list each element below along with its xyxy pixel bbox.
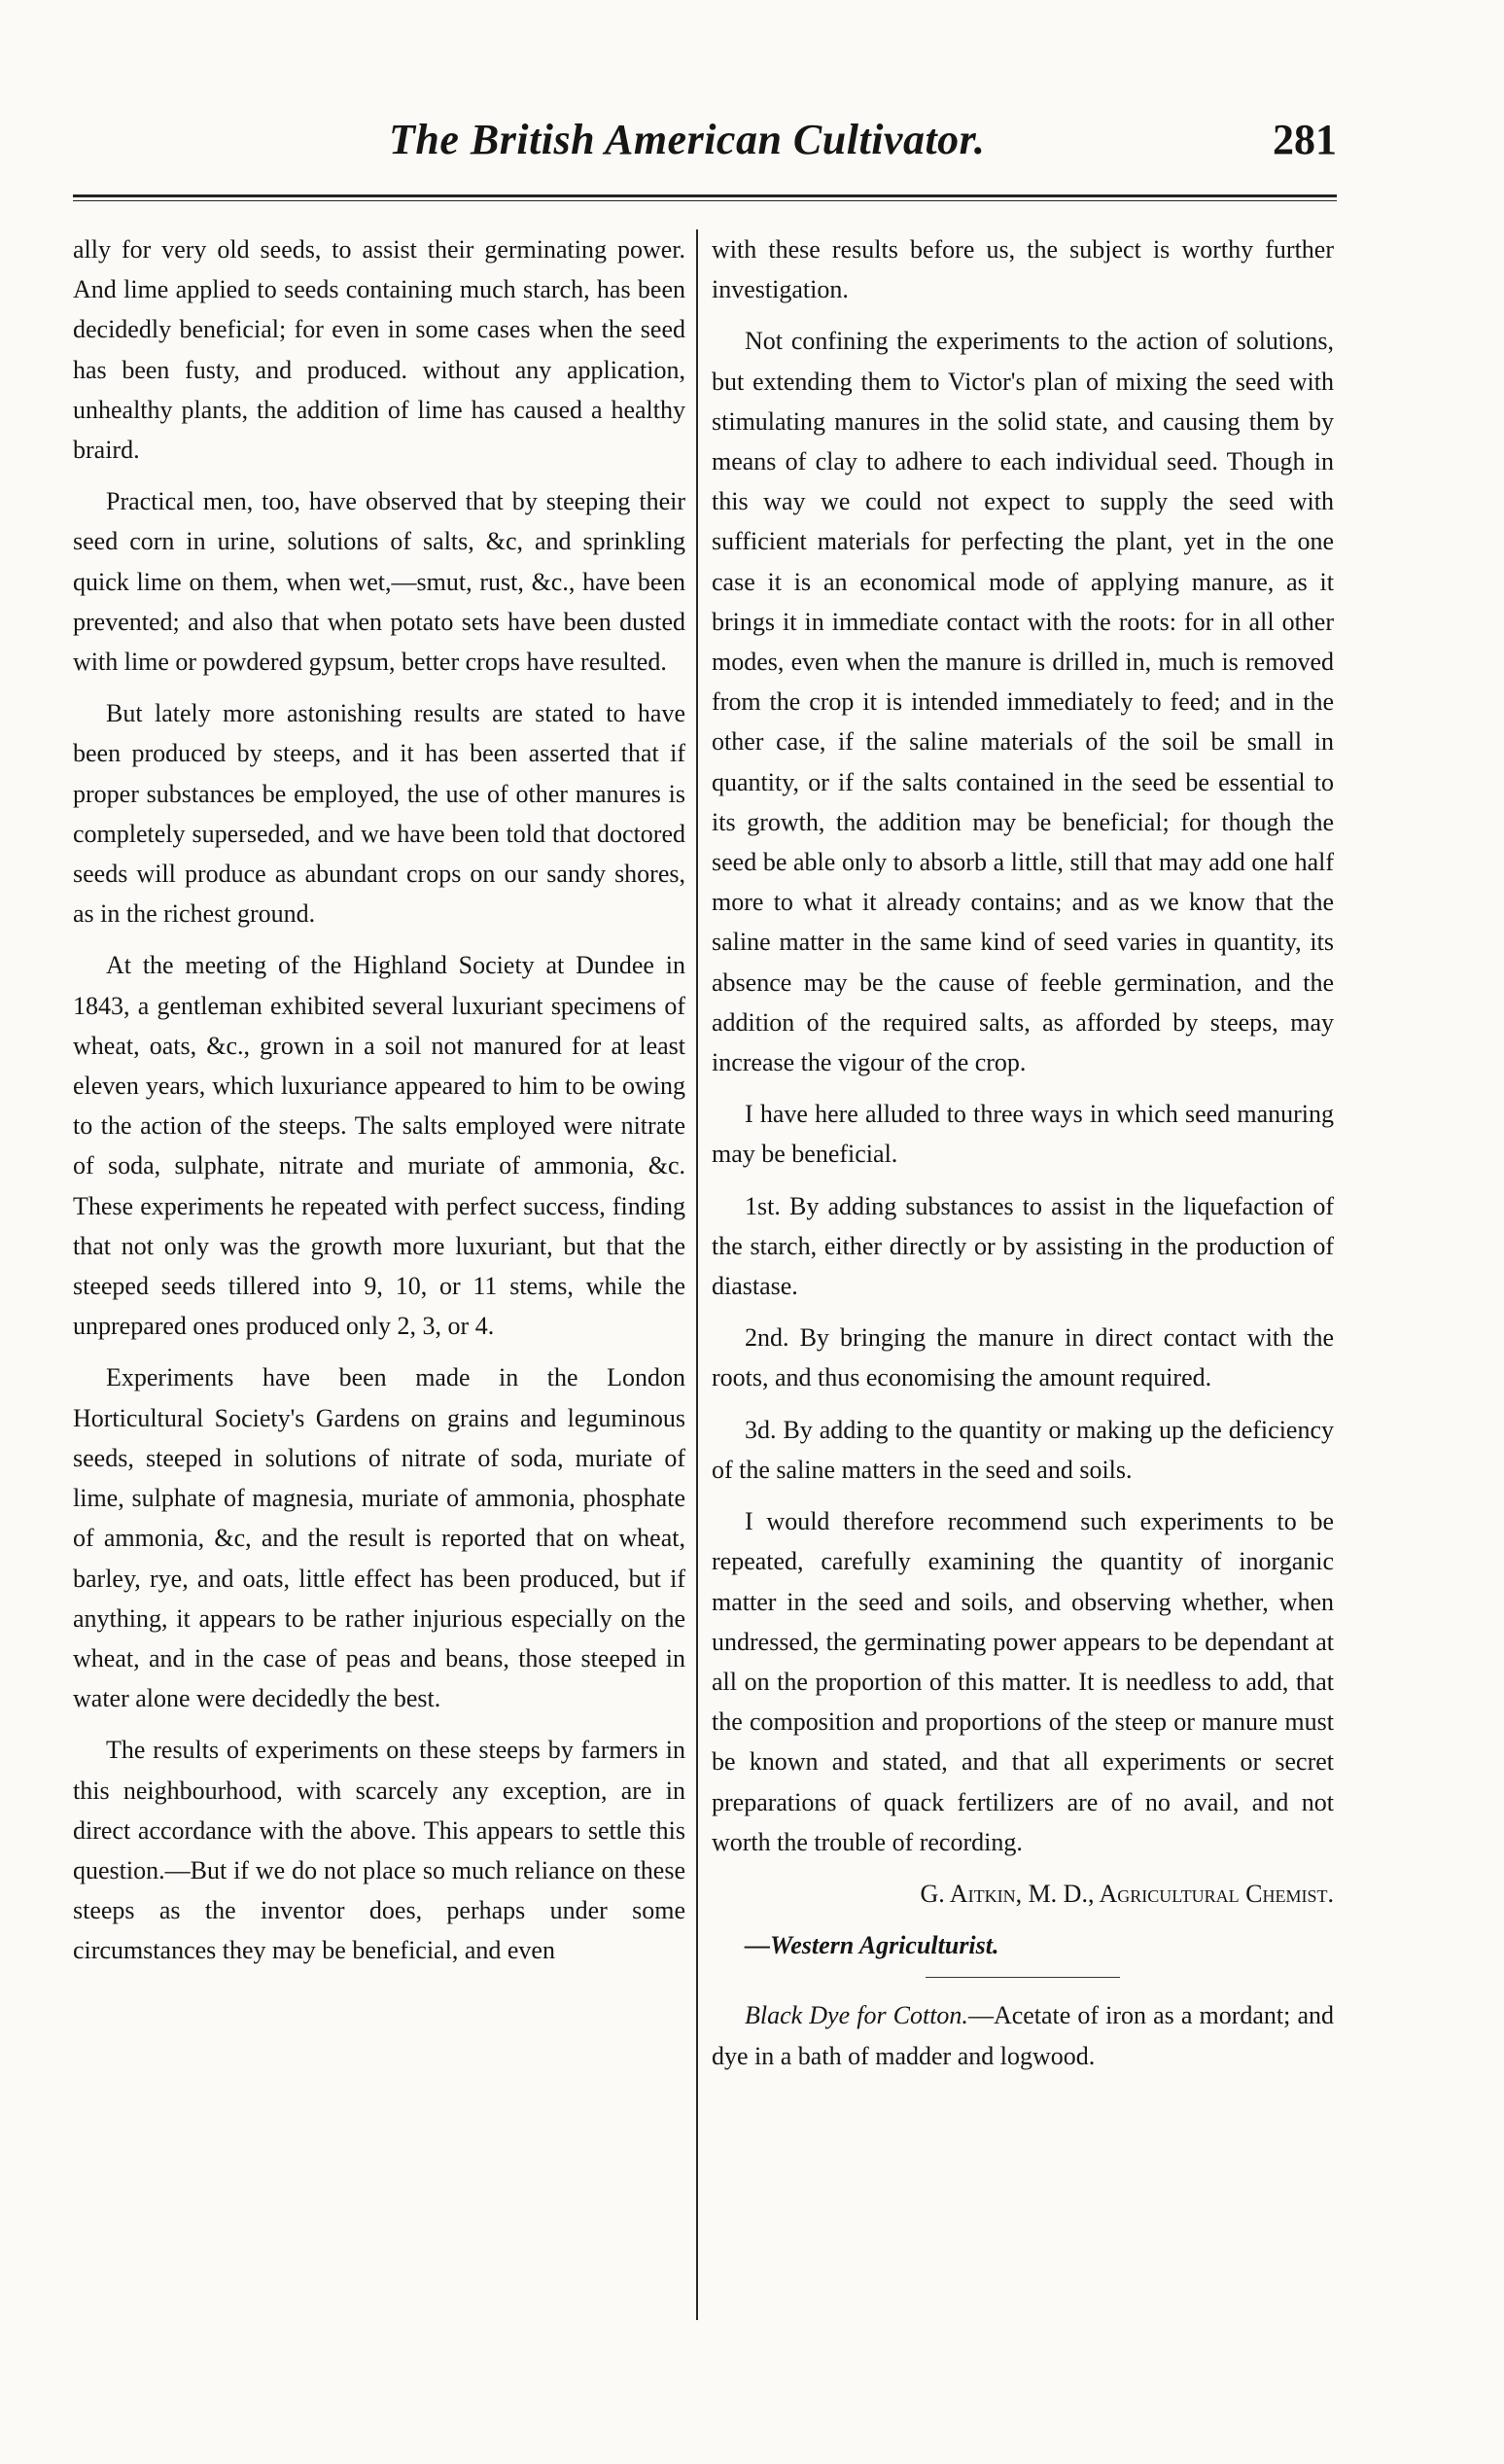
header-rule [73,194,1337,201]
left-column [73,229,685,1983]
paragraph: At the meeting of the Highland Society at Dundee in 1843, a gentleman exhibited several luxuriant specimens of wheat, oats, &c., grown in a soil not manured for at least eleven years, which luxuriance appeared to him to be owing to the action of the steeps. The salts employed were nitrate of soda, sulphate, nitrate and muriate of ammonia, &c. These experiments he repeated with perfect success, finding that not only was the growth more luxuriant, but that the steeped seeds tillered into 9, 10, or 11 stems, while the unprepared ones produced only 2, 3, or 4. [73,951,685,1341]
source-credit: —Western Agriculturist. [745,1931,999,1960]
paragraph: But lately more astonishing results are stated to have been produced by steeps, and it has been asserted that if proper substances be employed, the use of other manures is completely superseded, and we have been told that doctored seeds will produce as abundant crops on our sandy shores, as in the richest ground. [73,699,685,929]
paragraph: Practical men, too, have observed that by steeping their seed corn in urine, solutions of salts, &c, and sprinkling quick lime on them, when wet,—smut, rust, &c., have been prevented; and also that when potato sets have been dusted with lime or powdered gypsum, better crops have resulted. [73,487,685,677]
author-signature [712,1874,1334,1914]
signature-text: G. Aitkin, M. D., Agricultural Chemist. [920,1879,1334,1908]
paragraph: I would therefore recommend such experiments to be repeated, carefully examining the quantity of inorganic matter in the seed and soils, and observing whether, when undressed, the germinating power appears to be dependant at all on the proportion of this matter. It is needless to add, that the composition and proportions of the steep or manure must be known and stated, and that all experiments or secret preparations of quack fertilizers are of no avail, and not worth the trouble of recording. [712,1507,1334,1856]
paragraph: I have here alluded to three ways in which seed manuring may be beneficial. [712,1100,1334,1169]
note-paragraph [712,1995,1334,2075]
paragraph: with these results before us, the subject is worthy further investigation. [712,235,1334,304]
column-divider [696,229,698,2320]
paragraph: 3d. By adding to the quantity or making up the deficiency of the saline matters in the seed and soils. [712,1415,1334,1484]
paragraph: ally for very old seeds, to assist their germinating power. And lime applied to seeds containing much starch, has been decidedly beneficial; for even in some cases when the seed has been fusty, and produced. without any application, unhealthy plants, the addition of lime has caused a healthy braird. [73,235,685,465]
paragraph: Experiments have been made in the London Horticultural Society's Gardens on grains and leguminous seeds, steeped in solutions of nitrate of soda, muriate of lime, sulphate of magnesia, muriate of ammonia, phosphate of ammonia, &c, and the result is reported that on wheat, barley, rye, and oats, little effect has been produced, but if anything, it appears to be rather injurious especially on the wheat, and in the case of peas and beans, those steeped in water alone were decidedly the best. [73,1363,685,1713]
paragraph: 2nd. By bringing the manure in direct contact with the roots, and thus economising the amount required. [712,1323,1334,1392]
note-title: Black Dye for Cotton. [745,2001,968,2030]
running-title: The British American Cultivator. [389,116,986,163]
paragraph: Not confining the experiments to the action of solutions, but extending them to Victor's plan of mixing the seed with stimulating manures in the solid state, and causing them by means of clay to adhere to each individual seed. Though in this way we could not expect to supply the seed with sufficient materials for perfecting the plant, yet in the one case it is an economical mode of applying manure, as it brings it in immediate contact with the roots: for in all other modes, even when the manure is drilled in, much is removed from the crop it is intended immediately to feed; and in the other case, if the saline materials of the soil be small in quantity, or if the salts contained in the seed be essential to its growth, the addition may be beneficial; for though the seed be able only to absorb a little, still that may add one half more to what it already contains; and as we know that the saline matter in the same kind of seed varies in quantity, its absence may be the cause of feeble germination, and the addition of the required salts, as afforded by steeps, may increase the vigour of the crop. [712,327,1334,1077]
section-rule [926,1977,1120,1978]
page-number: 281 [1273,116,1337,163]
right-column [712,229,1334,2088]
paragraph: 1st. By adding substances to assist in the liquefaction of the starch, either directly or by assisting in the production of diastase. [712,1191,1334,1301]
paragraph: The results of experiments on these steeps by farmers in this neighbourhood, with scarcely any exception, are in direct accordance with the above. This appears to settle this question.—But if we do not place so much reliance on these steeps as the inventor does, perhaps under some circumstances they may be beneficial, and even [73,1736,685,1965]
page-header [73,115,1337,183]
note-body: —Acetate of iron as a mordant; and dye in a bath of madder and logwood. [712,2001,1334,2070]
